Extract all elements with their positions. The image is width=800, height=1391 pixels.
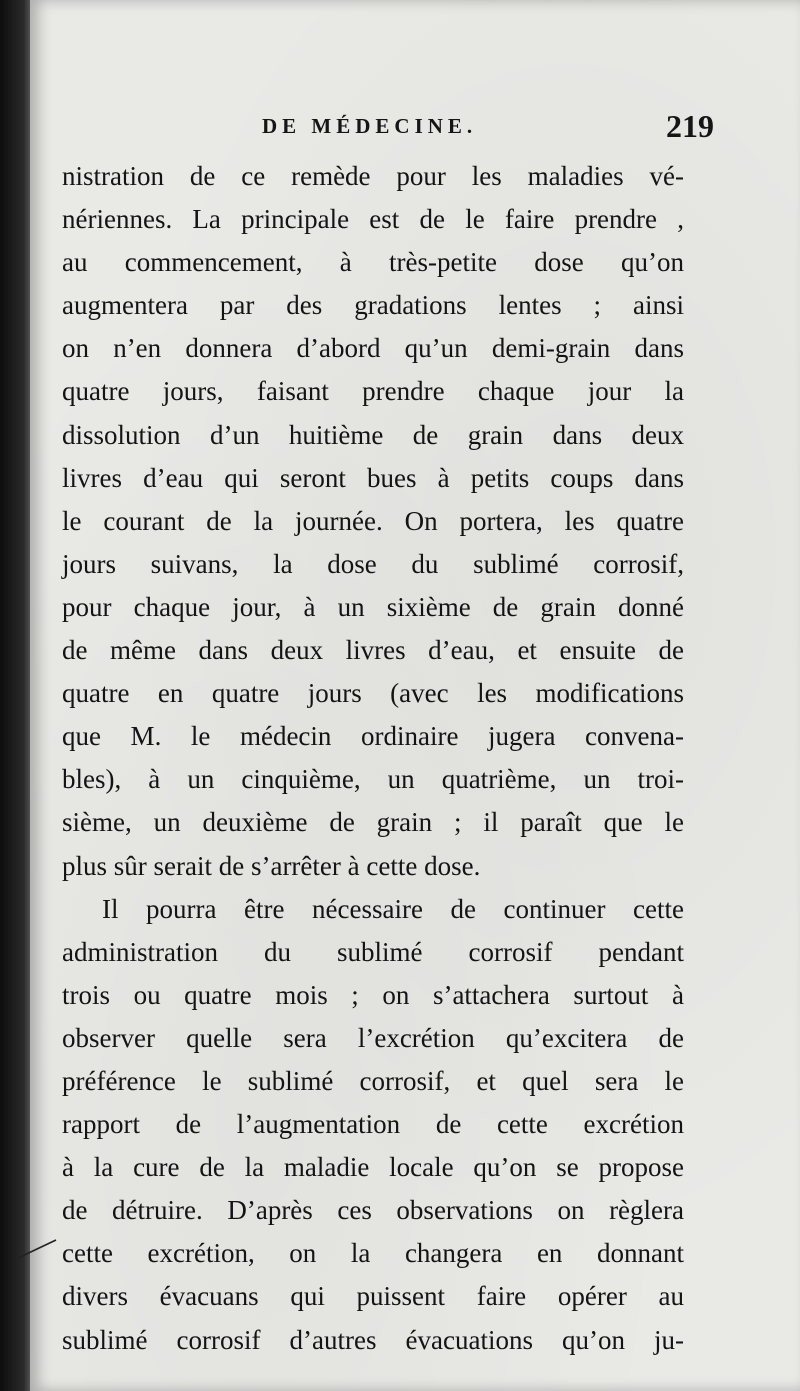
text-line: on n’en donnera d’abord qu’un demi-grain dans [62,333,684,364]
text-line: sublimé corrosif d’autres évacuations qu’on ju- [62,1324,684,1355]
pencil-margin-mark [16,1238,58,1260]
paragraph-1 [62,155,684,888]
text-line: quatre en quatre jours (avec les modifications [62,678,684,709]
text-line: dissolution d’un huitième de grain dans deux [62,419,684,450]
text-line: le courant de la journée. On portera, les quatre [62,505,684,536]
text-line: quatre jours, faisant prendre chaque jour la [62,376,684,407]
text-line: au commencement, à très-petite dose qu’on [62,247,684,278]
text-line: Il pourra être nécessaire de continuer cette [102,893,684,924]
text-line: rapport de l’augmentation de cette excrétion [62,1109,684,1140]
text-line: observer quelle sera l’excrétion qu’excitera de [62,1022,684,1053]
page-gutter-shadow [0,0,34,1391]
running-head-title: DE MÉDECINE. [262,114,478,138]
text-line: que M. le médecin ordinaire jugera convena- [62,721,684,752]
text-line: livres d’eau qui seront bues à petits coups dans [62,462,684,493]
text-line: cette excrétion, on la changera en donnant [62,1238,684,1269]
text-line: trois ou quatre mois ; on s’attachera surtout à [62,979,684,1010]
text-line: jours suivans, la dose du sublimé corrosif, [62,548,684,579]
body-text [62,155,684,1362]
text-line: préférence le sublimé corrosif, et quel sera le [62,1065,684,1096]
running-head [262,108,722,148]
text-line: divers évacuans qui puissent faire opérer au [62,1281,684,1312]
text-line: pour chaque jour, à un sixième de grain donné [62,591,684,622]
text-line: à la cure de la maladie locale qu’on se propose [62,1152,684,1183]
text-line: administration du sublimé corrosif pendant [62,936,684,967]
page-number: 219 [666,108,714,144]
text-line: nériennes. La principale est de le faire prendre , [62,204,684,235]
text-line: bles), à un cinquième, un quatrième, un troi- [62,764,684,795]
text-line: nistration de ce remède pour les maladies vé- [62,161,684,191]
paragraph-2 [62,888,684,1362]
text-line: sième, un deuxième de grain ; il paraît que le [62,807,684,838]
text-line: augmentera par des gradations lentes ; ainsi [62,290,684,321]
text-line: de détruire. D’après ces observations on règlera [62,1195,684,1226]
text-line: de même dans deux livres d’eau, et ensuite de [62,635,684,666]
text-line: plus sûr serait de s’arrêter à cette dose. [62,850,481,881]
